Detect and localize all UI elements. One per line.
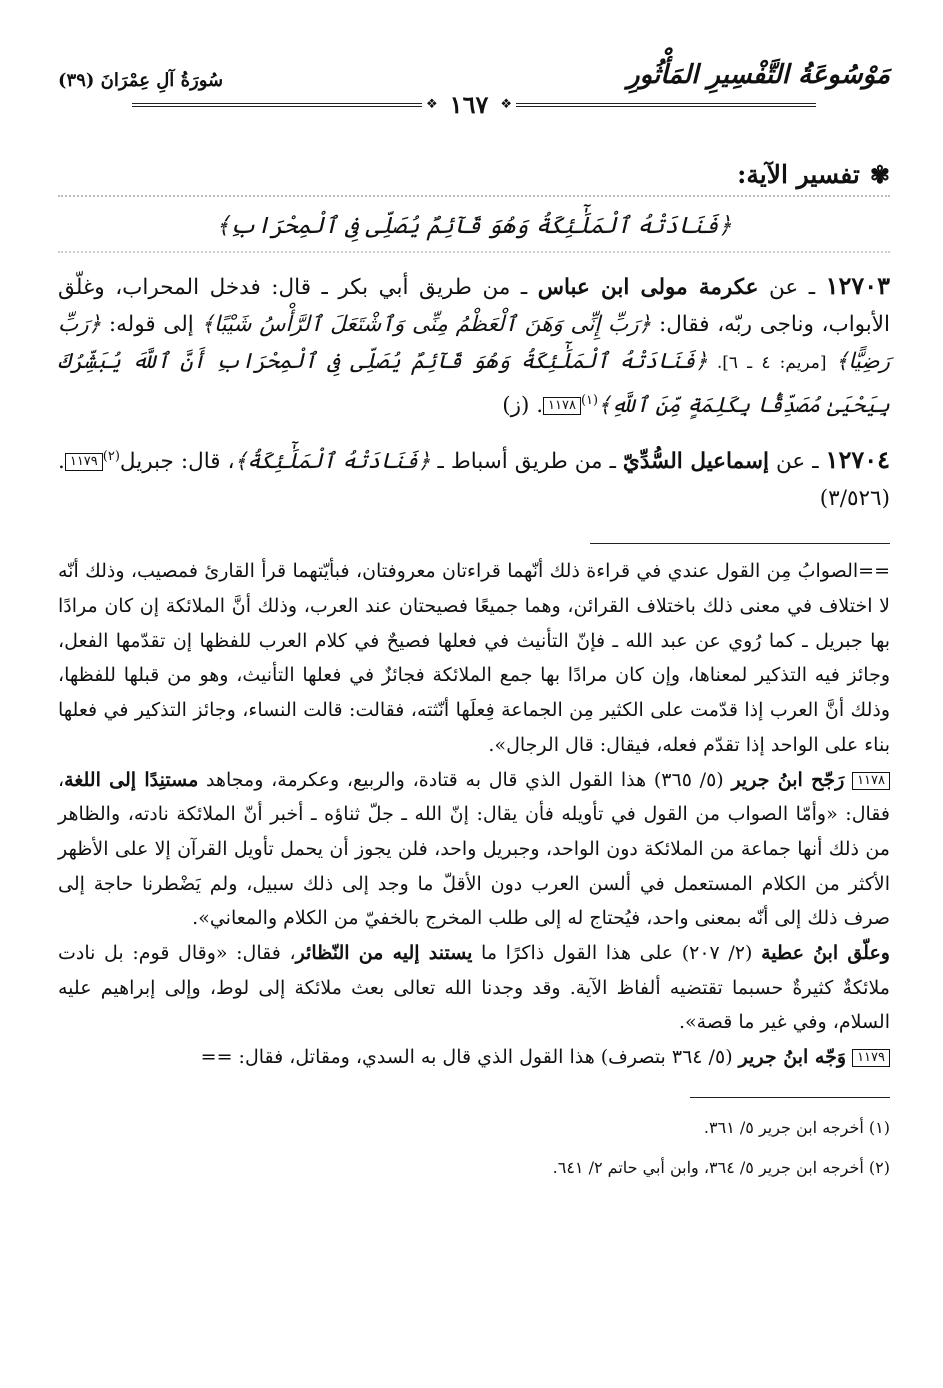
quran-quote: ﴿رَبِّ رَضِيًّا﴾ bbox=[58, 312, 890, 374]
note-paragraph bbox=[58, 936, 890, 1040]
note-text: ، فقال: «وأمّا الصواب من القول في تأويله فأن يقال: إنّ الله ـ جلّ ثناؤه ـ أخبر أنّ الملائكة نادته، والظاهر من ذلك أنها جماعة من الملائكة دون الواحد، وجبريل واحد، فلن يجوز أن يحمل تأويل القرآن إلا على الأظهر الأكثر من الكلام المستعمل في ألسن العرب دون الأقلّ ما وجد إلى ذلك سبيل، ولم يَضْطرنا حاجة إلى صرف ذلك إلى أنّه بمعنى واحد، فيُحتاج له إلى طلب المخرج بالخفيّ من الكلام والمعاني». bbox=[58, 768, 890, 930]
entry-text: ، قال: جبريل bbox=[119, 449, 235, 475]
commentary-notes bbox=[58, 554, 890, 1075]
header-rule-right bbox=[516, 103, 816, 107]
running-header bbox=[58, 56, 890, 119]
note-bold: وعلّق ابنُ عطية bbox=[761, 942, 890, 965]
footnote: (١) أخرجه ابن جرير ٥/ ٣٦١. bbox=[703, 1117, 890, 1137]
note-paragraph bbox=[58, 554, 890, 762]
notes-divider bbox=[590, 543, 890, 544]
note-bold: رَجّح ابنُ جرير bbox=[731, 768, 845, 791]
note-text: ، فقال: «وقال قوم: بل نادت ملائكةٌ كثيرةٌ حسبما تقتضيه ألفاظ الآية. وقد وجدنا الله تعالى بعث ملائكة إلى لوط، وإلى إبراهيم عليه السلام، وفي غير ما قصة». bbox=[58, 942, 890, 1034]
dotted-divider bbox=[58, 251, 890, 253]
entry-text: ـ عن bbox=[758, 275, 826, 300]
ornament-icon: ❖ bbox=[426, 97, 438, 112]
entry-text: ـ من طريق أبي بكر ـ قال: فدخل المحراب، وغلّق الأبواب، وناجى ربّه، فقال: bbox=[58, 275, 890, 337]
commentary-ref-box[interactable]: ١١٧٩ bbox=[65, 453, 103, 471]
dotted-divider bbox=[58, 195, 890, 197]
footnote: (٢) أخرجه ابن جرير ٥/ ٣٦٤، وابن أبي حاتم ٢/ ٦٤١. bbox=[552, 1157, 890, 1177]
quran-quote: ﴿فَنَادَتْهُ ٱلْمَلَٰٓئِكَةُ وَهُوَ قَآئِمٌ يُصَلِّى فِى ٱلْمِحْرَابِ أَنَّ ٱللَّهَ يُبَشِّرُكَ بِيَحْيَىٰ مُصَدِّقًۢا بِكَلِمَةٍ مِّنَ ٱللَّهِ﴾ bbox=[58, 349, 890, 419]
entry-text: . (ز) bbox=[502, 393, 544, 419]
header-rule-left bbox=[132, 103, 422, 107]
note-paragraph bbox=[58, 763, 890, 937]
quran-quote: ﴿رَبِّ إِنِّى وَهَنَ ٱلْعَظْمُ مِنِّى وَٱشْتَعَلَ ٱلرَّأْسُ شَيْبًا﴾ bbox=[201, 312, 652, 337]
book-title: مَوْسُوعَةُ التَّفْسِيرِ المَأْثُورِ bbox=[627, 60, 890, 90]
quran-verse: ﴿فَنَادَتْهُ ٱلْمَلَٰٓئِكَةُ وَهُوَ قَآئِمٌ يُصَلِّى فِى ٱلْمِحْرَابِ﴾ bbox=[216, 213, 732, 239]
entry-number: ١٢٧٠٣ bbox=[825, 271, 891, 300]
commentary-ref-box[interactable]: ١١٧٩ bbox=[852, 1049, 890, 1067]
entry-text: ـ من طريق أسباط ـ bbox=[430, 449, 623, 475]
flower-icon: ✾ bbox=[869, 160, 890, 189]
commentary-ref-box[interactable]: ١١٧٨ bbox=[852, 772, 890, 790]
note-text: الصوابُ مِن القول عندي في قراءة ذلك أنّهما قراءتان معروفتان، فبأيّتهما قرأ القارئ فمصيب، وذلك أنّه لا اختلاف في معنى ذلك باختلاف القرائن، وهما جميعًا فصيحتان عند العرب، وذلك أنَّ الملائكة إن كان مرادًا بها جبريل ـ كما رُوي عن عبد الله ـ فإنّ التأنيث في فعلها فصيحٌ في كلام العرب للفظها إن تقدّمها الفعل، وجائز فيه التذكير لمعناها، وإن كان مرادًا بها جمع الملائكة فجائزٌ في فعلها التأنيث، وهو من قبلها للفظها، وذلك أنَّ العرب إذا قدّمت على الكثير مِن الجماعة فِعلَها أنّثته، فقالت: قالت النساء، وجائز التذكير في فعلها بناء على الواحد إذا تقدّم فعله، فيقال: قال الرجال». bbox=[58, 560, 890, 756]
entry-text: إلى قوله: bbox=[101, 312, 202, 337]
commentary-ref-box[interactable]: ١١٧٨ bbox=[543, 397, 581, 415]
surah-reference: [مريم: ٤ ـ ٦]. bbox=[707, 353, 836, 373]
narrator-name: إسماعيل السُّدِّيّ bbox=[622, 449, 769, 475]
footnotes bbox=[58, 1108, 890, 1188]
hadith-entry bbox=[58, 438, 890, 517]
continuation-marker: == bbox=[858, 560, 890, 583]
continuation-marker: == bbox=[200, 1046, 233, 1069]
footnote-marker[interactable]: (١) bbox=[580, 393, 599, 408]
note-bold: مستنِدًا إلى اللغة bbox=[64, 768, 199, 791]
footnotes-divider bbox=[690, 1097, 890, 1098]
note-text: (٢/ ٢٠٧) على هذا القول ذاكرًا ما bbox=[472, 942, 762, 965]
surah-label: سُورَةُ آلِ عِمْرَانَ (٣٩) bbox=[58, 70, 224, 91]
entry-text: ـ عن bbox=[768, 449, 826, 475]
page-number-bar bbox=[58, 90, 890, 119]
note-bold: يستند إليه من النّظائر bbox=[295, 942, 473, 965]
entry-number: ١٢٧٠٤ bbox=[825, 445, 890, 475]
note-bold: وَجّه ابنُ جرير bbox=[738, 1046, 847, 1069]
note-paragraph bbox=[58, 1040, 890, 1075]
footnote-marker[interactable]: (٢) bbox=[102, 449, 120, 465]
quran-quote: ﴿فَنَادَتْهُ ٱلْمَلَٰٓئِكَةُ﴾ bbox=[234, 449, 431, 475]
book-page bbox=[58, 56, 890, 1188]
section-heading bbox=[58, 160, 890, 189]
page-number: ١٦٧ bbox=[449, 90, 489, 119]
section-title: تفسير الآية: bbox=[737, 160, 860, 189]
hadith-entry bbox=[58, 267, 890, 424]
ornament-icon: ❖ bbox=[500, 97, 512, 112]
note-text: (٥/ ٣٦٥) هذا القول الذي قال به قتادة، والربيع، وعكرمة، ومجاهد bbox=[198, 768, 732, 791]
entry-text: . (٣/٥٢٦) bbox=[58, 449, 890, 512]
narrator-name: عكرمة مولى ابن عباس bbox=[537, 275, 759, 300]
note-text: (٥/ ٣٦٤ بتصرف) هذا القول الذي قال به السدي، ومقاتل، فقال: bbox=[232, 1046, 739, 1069]
